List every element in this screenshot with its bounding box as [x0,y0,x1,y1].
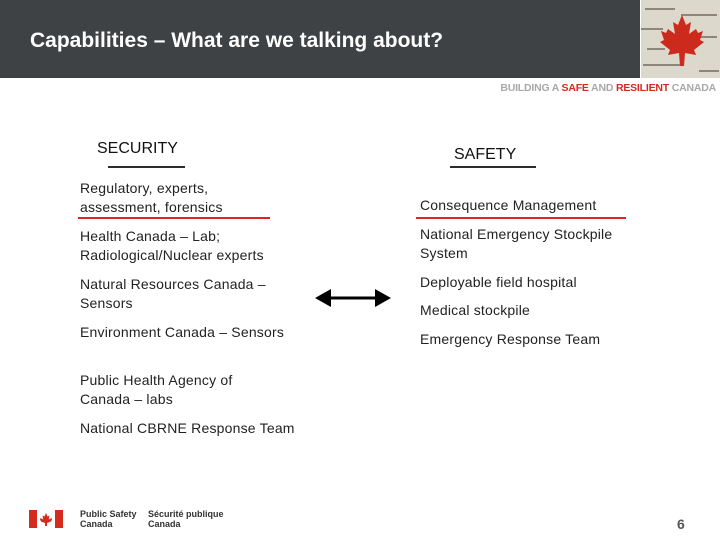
security-item: Public Health Agency of Canada – labs [80,372,233,407]
safety-item: National Emergency Stockpile System [420,226,613,261]
security-red-rule [78,217,270,219]
header-photo [641,0,720,78]
safety-red-rule [416,217,626,219]
maple-leaf-icon [658,13,706,67]
safety-item: Consequence Management [420,197,597,213]
header-bar [0,0,640,78]
safety-item: Medical stockpile [420,302,530,318]
safety-heading-rule [450,166,536,168]
tagline: BUILDING A SAFE AND RESILIENT CANADA [500,82,716,94]
security-heading: SECURITY [97,140,178,157]
safety-item: Emergency Response Team [420,331,601,347]
security-item: Natural Resources Canada – Sensors [80,276,266,311]
dept-name-en: Public Safety Canada [80,509,137,529]
canada-flag-icon [29,510,63,528]
double-arrow-icon [313,286,393,310]
dept-name-fr: Sécurité publique Canada [148,509,224,529]
safety-item: Deployable field hospital [420,274,577,290]
security-item: Regulatory, experts, assessment, forensics [80,180,223,215]
security-item: National CBRNE Response Team [80,420,295,436]
page-title: Capabilities – What are we talking about? [30,29,444,52]
safety-heading: SAFETY [454,146,517,163]
security-heading-rule [108,166,185,168]
security-item: Environment Canada – Sensors [80,324,285,340]
security-item: Health Canada – Lab; Radiological/Nuclear experts [80,228,264,263]
page-number: 6 [677,516,685,532]
